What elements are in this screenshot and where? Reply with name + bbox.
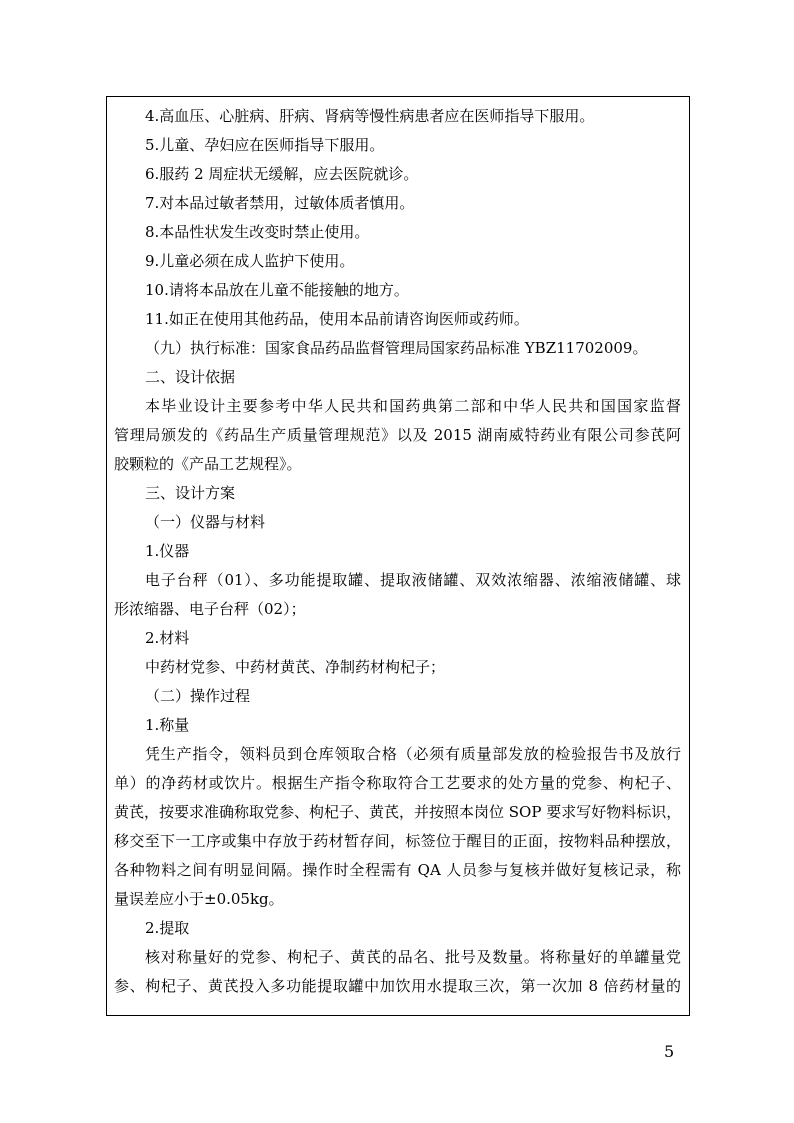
content-frame (106, 96, 690, 1016)
text-line: 核对称量好的党参、枸杞子、黄芪的品名、批号及数量。将称量好的单罐量党 (145, 948, 681, 966)
text-line: 量误差应小于±0.05kg。 (114, 890, 284, 908)
text-line: 电子台秤（01）、多功能提取罐、提取液储罐、双效浓缩器、浓缩液储罐、球 (145, 571, 681, 589)
text-line: 中药材党参、中药材黄芪、净制药材枸杞子； (145, 658, 446, 676)
text-line: 4.高血压、心脏病、肝病、肾病等慢性病患者应在医师指导下服用。 (145, 107, 595, 125)
item-heading: 1.称量 (145, 716, 190, 734)
text-line: （九）执行标准：国家食品药品监督管理局国家药品标准 YBZ11702009。 (145, 339, 648, 357)
text-line: 黄芪，按要求准确称取党参、枸杞子、黄芪，并按照本岗位 SOP 要求写好物料标识， (114, 803, 682, 821)
subsection-heading: （一）仪器与材料 (145, 513, 266, 531)
text-line: 胶颗粒的《产品工艺规程》。 (114, 455, 302, 473)
text-line: 5.儿童、孕妇应在医师指导下服用。 (145, 136, 385, 154)
item-heading: 2.提取 (145, 919, 190, 937)
text-line: 移交至下一工序或集中存放于药材暂存间，标签位于醒目的正面，按物料品种摆放， (114, 832, 681, 850)
text-line: 本毕业设计主要参考中华人民共和国药典第二部和中华人民共和国国家监督 (145, 397, 681, 415)
text-line: 8.本品性状发生改变时禁止使用。 (145, 223, 370, 241)
text-line: 10.请将本品放在儿童不能接触的地方。 (145, 281, 409, 299)
section-heading: 三、设计方案 (145, 484, 236, 502)
page-number: 5 (664, 1042, 675, 1061)
text-line: 11.如正在使用其他药品，使用本品前请咨询医师或药师。 (145, 310, 529, 328)
text-line: 单）的净药材或饮片。根据生产指令称取符合工艺要求的处方量的党参、枸杞子、 (114, 774, 681, 792)
text-line: 凭生产指令，领料员到仓库领取合格（必须有质量部发放的检验报告书及放行 (145, 745, 681, 763)
text-line: 6.服药 2 周症状无缓解，应去医院就诊。 (145, 165, 419, 183)
item-heading: 2.材料 (145, 629, 190, 647)
item-heading: 1.仪器 (145, 542, 190, 560)
text-line: 形浓缩器、电子台秤（02）； (114, 600, 306, 618)
text-line: 7.对本品过敏者禁用，过敏体质者慎用。 (145, 194, 415, 212)
text-line: 管理局颁发的《药品生产质量管理规范》以及 2015 湖南威特药业有限公司参芪阿 (114, 426, 681, 444)
text-line: 参、枸杞子、黄芪投入多功能提取罐中加饮用水提取三次，第一次加 8 倍药材量的 (114, 977, 681, 995)
text-line: 9.儿童必须在成人监护下使用。 (145, 252, 355, 270)
subsection-heading: （二）操作过程 (145, 687, 251, 705)
text-line: 各种物料之间有明显间隔。操作时全程需有 QA 人员参与复核并做好复核记录，称 (114, 861, 681, 879)
section-heading: 二、设计依据 (145, 368, 236, 386)
